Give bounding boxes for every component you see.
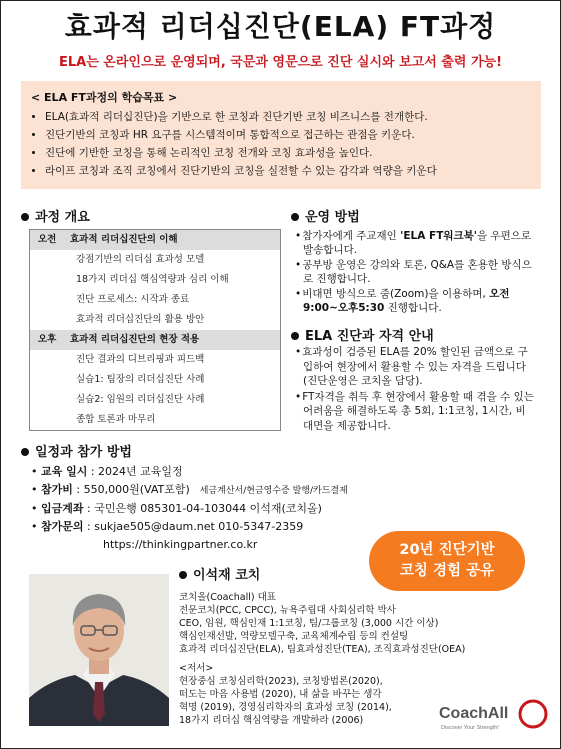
certification-heading: ELA 진단과 자격 안내 <box>291 325 434 344</box>
course-item: 18가지 리더십 핵심역량과 심리 이해 <box>76 274 229 285</box>
bullet-icon <box>291 213 299 221</box>
course-item: 강점기반의 리더십 효과성 모델 <box>76 254 205 265</box>
course-item: 진단 프로세스: 시작과 종료 <box>76 294 190 305</box>
learning-goals-box <box>21 81 541 189</box>
profile-line: CEO, 임원, 핵심인재 1:1코칭, 팀/그룹코칭 (3,000 시간 이상) <box>179 618 439 629</box>
course-item: 실습2: 임원의 리더십진단 사례 <box>76 394 205 405</box>
book-line: 혁명 (2019), 경영심리학자의 효과성 코칭 (2014), <box>179 702 392 713</box>
schedule-contact: • 참가문의 : sukjae505@daum.net 010-5347-2359 <box>31 520 304 533</box>
profile-line: 코치올(Coachall) 대표 <box>179 592 276 603</box>
bullet-icon <box>291 332 299 340</box>
course-overview-table <box>29 229 281 431</box>
session-title: 효과적 리더십진단의 이해 <box>70 234 178 245</box>
course-overview-heading: 과정 개요 <box>21 206 90 225</box>
page-subtitle: ELA는 온라인으로 운영되며, 국문과 영문으로 진단 실시와 보고서 출력 가능! <box>58 55 502 70</box>
operation-item: • 비대면 방식으로 줌(Zoom)을 이용하며, 오전9:00~오후5:30 진행합니다. <box>295 287 535 315</box>
session-title: 효과적 리더십진단의 현장 적용 <box>70 334 200 345</box>
coach-heading: 이석재 코치 <box>179 564 260 583</box>
schedule-heading: 일정과 참가 방법 <box>21 441 132 460</box>
schedule-account: • 입금계좌 : 국민은행 085301-04-103044 이석재(코치올) <box>31 502 322 515</box>
afternoon-session-header <box>30 330 280 350</box>
course-item: 실습1: 팀장의 리더십진단 사례 <box>76 374 205 385</box>
book-line: 현장중심 코칭심리학(2023), 코칭방법론(2020), <box>179 676 383 687</box>
books-heading: <저서> <box>179 663 214 674</box>
coach-photo <box>29 574 169 726</box>
logo-tagline: Discover Your Strength! <box>441 725 499 731</box>
learning-goals-list <box>31 108 531 180</box>
operation-item: • 참가자에게 주교재인 'ELA FT워크북'을 우편으로 발송합니다. <box>295 229 535 257</box>
bullet-icon <box>21 448 29 456</box>
website-link[interactable]: https://thinkingpartner.co.kr <box>103 538 258 551</box>
learning-goal-item: • 진단기반의 코칭과 HR 요구를 시스템적이며 통합적으로 접근하는 관점을 키운다. <box>45 126 531 144</box>
certification-list <box>295 345 535 434</box>
course-item: 종합 토론과 마무리 <box>76 414 156 425</box>
profile-line: 전문코치(PCC, CPCC), 뉴욕주립대 사회심리학 박사 <box>179 605 396 616</box>
learning-goal-item: • ELA(효과적 리더십진단)을 기반으로 한 코칭과 진단기반 코칭 비즈니스를 전개한다. <box>45 108 531 126</box>
bullet-icon <box>21 213 29 221</box>
schedule-date: • 교육 일시 : 2024년 교육일정 <box>31 465 183 478</box>
logo-text: CoachAll <box>439 705 509 722</box>
bullet-icon <box>179 571 187 579</box>
book-line: 18가지 리더십 핵심역량을 개발하라 (2006) <box>179 715 364 726</box>
learning-goal-item: • 라이프 코칭과 조직 코칭에서 진단기반의 코칭을 실전할 수 있는 감각과 역량을 키운다 <box>45 162 531 180</box>
course-item: 진단 결과의 디브리핑과 피드백 <box>76 354 205 365</box>
page-title: 효과적 리더십진단(ELA) FT과정 <box>64 10 497 43</box>
coachall-logo <box>437 696 549 736</box>
session-tag: 오후 <box>38 334 57 345</box>
operation-heading: 운영 방법 <box>291 206 360 225</box>
profile-line: 핵심인재선발, 역량모델구축, 교육체계수립 등의 컨설팅 <box>179 631 409 642</box>
session-tag: 오전 <box>38 234 57 245</box>
morning-session-header <box>30 230 280 250</box>
certification-item: • FT자격을 취득 후 현장에서 활용할 때 겪을 수 있는 어려움을 해결하도록 총 5회, 1:1코칭, 1시간, 비대면을 제공합니다. <box>295 390 535 434</box>
operation-item: • 공부방 운영은 강의와 토론, Q&A를 혼용한 방식으로 진행합니다. <box>295 258 535 286</box>
certification-item: • 효과성이 검증된 ELA를 20% 할인된 금액으로 구입하여 현장에서 활용할 수 있는 자격을 드립니다(진단운영은 코치올 담당). <box>295 345 535 389</box>
book-line: 떠도는 마음 사용법 (2020), 내 삶을 바꾸는 생각 <box>179 689 382 700</box>
operation-list <box>295 229 535 316</box>
profile-line: 효과적 리더십진단(ELA), 팀효과성진단(TEA), 조직효과성진단(OEA) <box>179 644 466 655</box>
learning-goal-item: • 진단에 기반한 코칭을 통해 논리적인 코칭 전개와 코칭 효과성을 높인다. <box>45 144 531 162</box>
learning-goals-heading: < ELA FT과정의 학습목표 > <box>31 91 178 104</box>
schedule-fee: • 참가비 : 550,000원(VAT포함) 세금계산서/현금영수증 발행/카드결제 <box>31 483 348 496</box>
course-item: 효과적 리더십진단의 활용 방안 <box>76 314 205 325</box>
fee-note: 세금계산서/현금영수증 발행/카드결제 <box>199 486 348 496</box>
experience-badge: 20년 진단기반 코칭 경험 공유 <box>369 531 525 591</box>
